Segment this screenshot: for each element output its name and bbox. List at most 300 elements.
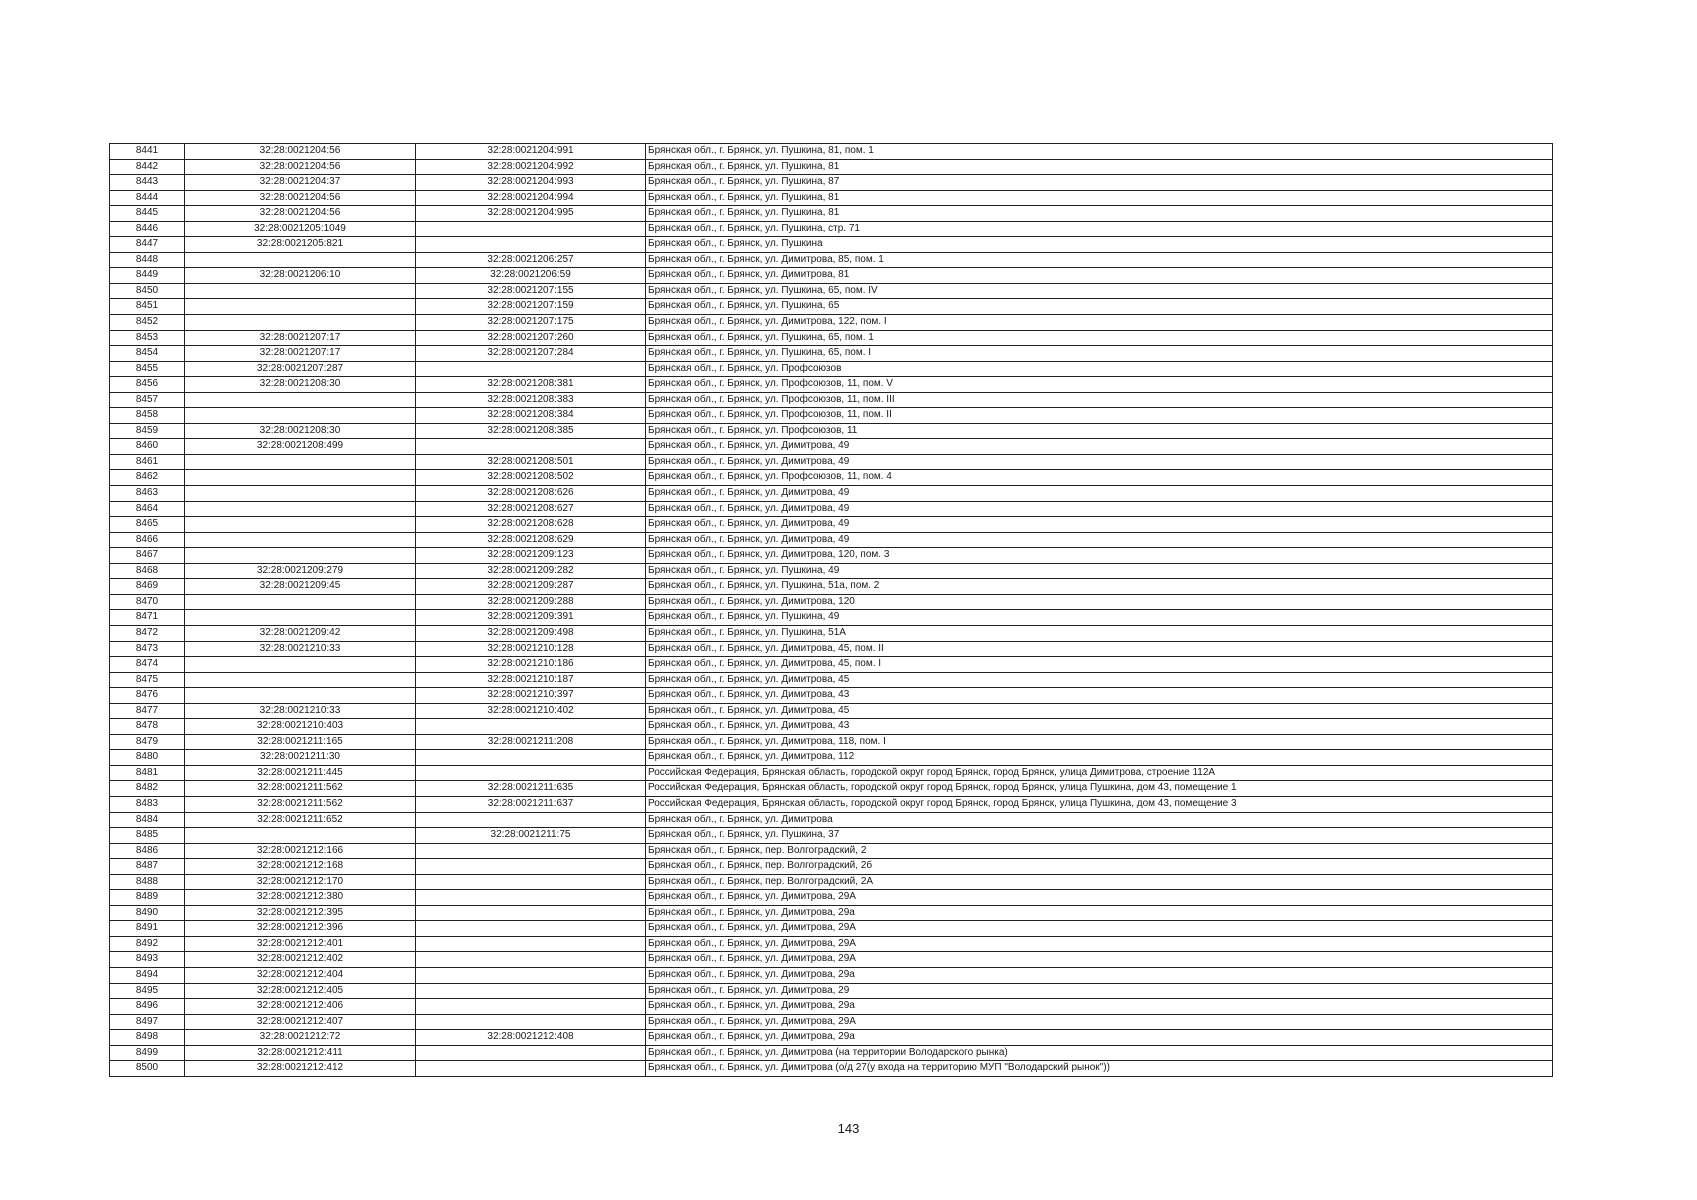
address-cell: Брянская обл., г. Брянск, ул. Димитрова, 45 — [646, 672, 1553, 688]
object-cadastral-number-cell — [416, 983, 646, 999]
address-cell: Брянская обл., г. Брянск, ул. Пушкина, 87 — [646, 175, 1553, 191]
object-cadastral-number-cell — [416, 874, 646, 890]
land-cadastral-number-cell — [185, 828, 416, 844]
address-cell: Брянская обл., г. Брянск, ул. Димитрова, 49 — [646, 454, 1553, 470]
object-cadastral-number-cell: 32:28:0021207:284 — [416, 346, 646, 362]
address-cell: Брянская обл., г. Брянск, ул. Пушкина, 49 — [646, 610, 1553, 626]
land-cadastral-number-cell — [185, 454, 416, 470]
land-cadastral-number-cell — [185, 672, 416, 688]
row-number-cell: 8460 — [110, 439, 185, 455]
table-row — [110, 454, 1553, 470]
row-number-cell: 8456 — [110, 377, 185, 393]
table-row — [110, 315, 1553, 331]
land-cadastral-number-cell: 32:28:0021212:402 — [185, 952, 416, 968]
table-row — [110, 625, 1553, 641]
object-cadastral-number-cell: 32:28:0021208:629 — [416, 532, 646, 548]
land-cadastral-number-cell — [185, 486, 416, 502]
land-cadastral-number-cell: 32:28:0021212:407 — [185, 1014, 416, 1030]
object-cadastral-number-cell — [416, 843, 646, 859]
row-number-cell: 8492 — [110, 936, 185, 952]
row-number-cell: 8466 — [110, 532, 185, 548]
object-cadastral-number-cell — [416, 1061, 646, 1077]
land-cadastral-number-cell: 32:28:0021207:287 — [185, 361, 416, 377]
table-row — [110, 268, 1553, 284]
address-cell: Брянская обл., г. Брянск, ул. Димитрова, 49 — [646, 439, 1553, 455]
object-cadastral-number-cell: 32:28:0021209:288 — [416, 594, 646, 610]
table-row — [110, 299, 1553, 315]
object-cadastral-number-cell: 32:28:0021204:994 — [416, 190, 646, 206]
row-number-cell: 8481 — [110, 765, 185, 781]
address-cell: Брянская обл., г. Брянск, ул. Димитрова, 29а — [646, 967, 1553, 983]
object-cadastral-number-cell: 32:28:0021207:155 — [416, 283, 646, 299]
address-cell: Брянская обл., г. Брянск, ул. Профсоюзов, 11, пом. 4 — [646, 470, 1553, 486]
object-cadastral-number-cell: 32:28:0021209:287 — [416, 579, 646, 595]
table-row — [110, 750, 1553, 766]
object-cadastral-number-cell: 32:28:0021210:402 — [416, 703, 646, 719]
land-cadastral-number-cell — [185, 283, 416, 299]
object-cadastral-number-cell — [416, 750, 646, 766]
table-row — [110, 1030, 1553, 1046]
object-cadastral-number-cell: 32:28:0021208:628 — [416, 517, 646, 533]
land-cadastral-number-cell: 32:28:0021212:395 — [185, 905, 416, 921]
row-number-cell: 8441 — [110, 144, 185, 160]
row-number-cell: 8474 — [110, 657, 185, 673]
row-number-cell: 8443 — [110, 175, 185, 191]
land-cadastral-number-cell — [185, 392, 416, 408]
page-number: 143 — [837, 1121, 860, 1136]
cadastral-table — [109, 143, 1553, 1077]
land-cadastral-number-cell: 32:28:0021208:30 — [185, 377, 416, 393]
object-cadastral-number-cell: 32:28:0021208:385 — [416, 423, 646, 439]
address-cell: Брянская обл., г. Брянск, ул. Димитрова (на территории Володарского рынка) — [646, 1045, 1553, 1061]
object-cadastral-number-cell: 32:28:0021210:186 — [416, 657, 646, 673]
row-number-cell: 8458 — [110, 408, 185, 424]
table-row — [110, 765, 1553, 781]
land-cadastral-number-cell: 32:28:0021212:72 — [185, 1030, 416, 1046]
row-number-cell: 8469 — [110, 579, 185, 595]
table-row — [110, 999, 1553, 1015]
land-cadastral-number-cell: 32:28:0021211:445 — [185, 765, 416, 781]
object-cadastral-number-cell: 32:28:0021204:993 — [416, 175, 646, 191]
land-cadastral-number-cell: 32:28:0021211:30 — [185, 750, 416, 766]
land-cadastral-number-cell — [185, 610, 416, 626]
address-cell: Брянская обл., г. Брянск, ул. Пушкина — [646, 237, 1553, 253]
land-cadastral-number-cell — [185, 299, 416, 315]
address-cell: Брянская обл., г. Брянск, ул. Профсоюзов, 11, пом. II — [646, 408, 1553, 424]
land-cadastral-number-cell: 32:28:0021212:380 — [185, 890, 416, 906]
row-number-cell: 8473 — [110, 641, 185, 657]
table-row — [110, 828, 1553, 844]
address-cell: Брянская обл., г. Брянск, ул. Пушкина, 65, пом. 1 — [646, 330, 1553, 346]
object-cadastral-number-cell — [416, 719, 646, 735]
address-cell: Брянская обл., г. Брянск, ул. Димитрова, 85, пом. 1 — [646, 252, 1553, 268]
address-cell: Брянская обл., г. Брянск, ул. Димитрова, 49 — [646, 532, 1553, 548]
row-number-cell: 8477 — [110, 703, 185, 719]
table-row — [110, 470, 1553, 486]
object-cadastral-number-cell: 32:28:0021211:208 — [416, 734, 646, 750]
row-number-cell: 8463 — [110, 486, 185, 502]
table-row — [110, 921, 1553, 937]
address-cell: Российская Федерация, Брянская область, городской округ город Брянск, город Брянск, улица Димитрова, строение 112А — [646, 765, 1553, 781]
land-cadastral-number-cell: 32:28:0021212:412 — [185, 1061, 416, 1077]
land-cadastral-number-cell — [185, 532, 416, 548]
table-row — [110, 641, 1553, 657]
row-number-cell: 8467 — [110, 548, 185, 564]
address-cell: Брянская обл., г. Брянск, ул. Димитрова, 29А — [646, 936, 1553, 952]
table-row — [110, 377, 1553, 393]
object-cadastral-number-cell: 32:28:0021209:498 — [416, 625, 646, 641]
table-row — [110, 952, 1553, 968]
row-number-cell: 8461 — [110, 454, 185, 470]
address-cell: Российская Федерация, Брянская область, городской округ город Брянск, город Брянск, улица Пушкина, дом 43, помещение 1 — [646, 781, 1553, 797]
address-cell: Брянская обл., г. Брянск, ул. Димитрова — [646, 812, 1553, 828]
object-cadastral-number-cell: 32:28:0021208:502 — [416, 470, 646, 486]
table-row — [110, 252, 1553, 268]
address-cell: Брянская обл., г. Брянск, ул. Димитрова, 29а — [646, 1030, 1553, 1046]
address-cell: Брянская обл., г. Брянск, ул. Димитрова, 120, пом. 3 — [646, 548, 1553, 564]
address-cell: Брянская обл., г. Брянск, ул. Димитрова, 45 — [646, 703, 1553, 719]
object-cadastral-number-cell: 32:28:0021210:187 — [416, 672, 646, 688]
object-cadastral-number-cell: 32:28:0021211:75 — [416, 828, 646, 844]
table-row — [110, 175, 1553, 191]
table-row — [110, 221, 1553, 237]
row-number-cell: 8457 — [110, 392, 185, 408]
address-cell: Брянская обл., г. Брянск, ул. Пушкина, 65, пом. I — [646, 346, 1553, 362]
table-row — [110, 890, 1553, 906]
address-cell: Брянская обл., г. Брянск, ул. Димитрова, 49 — [646, 501, 1553, 517]
land-cadastral-number-cell: 32:28:0021212:166 — [185, 843, 416, 859]
object-cadastral-number-cell: 32:28:0021209:123 — [416, 548, 646, 564]
table-row — [110, 688, 1553, 704]
address-cell: Брянская обл., г. Брянск, ул. Димитрова, 49 — [646, 517, 1553, 533]
land-cadastral-number-cell: 32:28:0021212:168 — [185, 859, 416, 875]
object-cadastral-number-cell: 32:28:0021206:59 — [416, 268, 646, 284]
object-cadastral-number-cell — [416, 890, 646, 906]
cadastral-table-body — [110, 144, 1553, 1077]
row-number-cell: 8483 — [110, 796, 185, 812]
table-row — [110, 237, 1553, 253]
row-number-cell: 8476 — [110, 688, 185, 704]
row-number-cell: 8462 — [110, 470, 185, 486]
row-number-cell: 8455 — [110, 361, 185, 377]
row-number-cell: 8450 — [110, 283, 185, 299]
object-cadastral-number-cell — [416, 361, 646, 377]
land-cadastral-number-cell — [185, 252, 416, 268]
object-cadastral-number-cell: 32:28:0021208:384 — [416, 408, 646, 424]
table-row — [110, 579, 1553, 595]
address-cell: Брянская обл., г. Брянск, ул. Димитрова, 43 — [646, 719, 1553, 735]
row-number-cell: 8482 — [110, 781, 185, 797]
row-number-cell: 8486 — [110, 843, 185, 859]
object-cadastral-number-cell — [416, 905, 646, 921]
land-cadastral-number-cell — [185, 501, 416, 517]
object-cadastral-number-cell — [416, 439, 646, 455]
land-cadastral-number-cell: 32:28:0021205:821 — [185, 237, 416, 253]
row-number-cell: 8497 — [110, 1014, 185, 1030]
table-row — [110, 796, 1553, 812]
land-cadastral-number-cell: 32:28:0021204:37 — [185, 175, 416, 191]
row-number-cell: 8493 — [110, 952, 185, 968]
object-cadastral-number-cell: 32:28:0021209:391 — [416, 610, 646, 626]
land-cadastral-number-cell — [185, 594, 416, 610]
row-number-cell: 8491 — [110, 921, 185, 937]
address-cell: Российская Федерация, Брянская область, городской округ город Брянск, город Брянск, улица Пушкина, дом 43, помещение 3 — [646, 796, 1553, 812]
address-cell: Брянская обл., г. Брянск, ул. Профсоюзов, 11, пом. III — [646, 392, 1553, 408]
address-cell: Брянская обл., г. Брянск, ул. Пушкина, 65 — [646, 299, 1553, 315]
row-number-cell: 8496 — [110, 999, 185, 1015]
address-cell: Брянская обл., г. Брянск, ул. Димитрова, 122, пом. I — [646, 315, 1553, 331]
table-row — [110, 486, 1553, 502]
land-cadastral-number-cell — [185, 315, 416, 331]
table-row — [110, 874, 1553, 890]
address-cell: Брянская обл., г. Брянск, ул. Димитрова (о/д 27(у входа на территорию МУП "Володарский рынок")) — [646, 1061, 1553, 1077]
row-number-cell: 8442 — [110, 159, 185, 175]
land-cadastral-number-cell: 32:28:0021205:1049 — [185, 221, 416, 237]
address-cell: Брянская обл., г. Брянск, ул. Пушкина, 81 — [646, 206, 1553, 222]
table-row — [110, 190, 1553, 206]
table-row — [110, 905, 1553, 921]
address-cell: Брянская обл., г. Брянск, ул. Профсоюзов, 11, пом. V — [646, 377, 1553, 393]
table-row — [110, 346, 1553, 362]
object-cadastral-number-cell: 32:28:0021207:159 — [416, 299, 646, 315]
land-cadastral-number-cell: 32:28:0021212:396 — [185, 921, 416, 937]
address-cell: Брянская обл., г. Брянск, ул. Димитрова, 29А — [646, 890, 1553, 906]
address-cell: Брянская обл., г. Брянск, ул. Димитрова, 29а — [646, 999, 1553, 1015]
address-cell: Брянская обл., г. Брянск, ул. Димитрова, 29А — [646, 921, 1553, 937]
row-number-cell: 8449 — [110, 268, 185, 284]
object-cadastral-number-cell: 32:28:0021210:397 — [416, 688, 646, 704]
address-cell: Брянская обл., г. Брянск, ул. Димитрова, 29А — [646, 952, 1553, 968]
land-cadastral-number-cell: 32:28:0021209:279 — [185, 563, 416, 579]
land-cadastral-number-cell: 32:28:0021211:562 — [185, 781, 416, 797]
object-cadastral-number-cell: 32:28:0021207:260 — [416, 330, 646, 346]
address-cell: Брянская обл., г. Брянск, пер. Волгоградский, 2 — [646, 843, 1553, 859]
table-row — [110, 330, 1553, 346]
row-number-cell: 8471 — [110, 610, 185, 626]
table-row — [110, 501, 1553, 517]
object-cadastral-number-cell: 32:28:0021209:282 — [416, 563, 646, 579]
row-number-cell: 8489 — [110, 890, 185, 906]
table-row — [110, 361, 1553, 377]
address-cell: Брянская обл., г. Брянск, ул. Пушкина, 81 — [646, 190, 1553, 206]
land-cadastral-number-cell — [185, 548, 416, 564]
table-row — [110, 610, 1553, 626]
object-cadastral-number-cell: 32:28:0021208:626 — [416, 486, 646, 502]
table-row — [110, 423, 1553, 439]
row-number-cell: 8479 — [110, 734, 185, 750]
table-row — [110, 936, 1553, 952]
object-cadastral-number-cell — [416, 237, 646, 253]
land-cadastral-number-cell: 32:28:0021209:45 — [185, 579, 416, 595]
object-cadastral-number-cell — [416, 921, 646, 937]
land-cadastral-number-cell: 32:28:0021212:406 — [185, 999, 416, 1015]
row-number-cell: 8475 — [110, 672, 185, 688]
table-row — [110, 719, 1553, 735]
land-cadastral-number-cell: 32:28:0021210:33 — [185, 703, 416, 719]
object-cadastral-number-cell — [416, 1045, 646, 1061]
address-cell: Брянская обл., г. Брянск, ул. Профсоюзов — [646, 361, 1553, 377]
row-number-cell: 8452 — [110, 315, 185, 331]
row-number-cell: 8488 — [110, 874, 185, 890]
land-cadastral-number-cell: 32:28:0021210:33 — [185, 641, 416, 657]
table-row — [110, 1061, 1553, 1077]
address-cell: Брянская обл., г. Брянск, ул. Димитрова, 29 — [646, 983, 1553, 999]
land-cadastral-number-cell: 32:28:0021212:401 — [185, 936, 416, 952]
table-row — [110, 983, 1553, 999]
row-number-cell: 8478 — [110, 719, 185, 735]
row-number-cell: 8447 — [110, 237, 185, 253]
land-cadastral-number-cell: 32:28:0021212:404 — [185, 967, 416, 983]
table-row — [110, 967, 1553, 983]
land-cadastral-number-cell — [185, 470, 416, 486]
land-cadastral-number-cell: 32:28:0021211:652 — [185, 812, 416, 828]
land-cadastral-number-cell: 32:28:0021207:17 — [185, 346, 416, 362]
row-number-cell: 8485 — [110, 828, 185, 844]
land-cadastral-number-cell — [185, 517, 416, 533]
row-number-cell: 8487 — [110, 859, 185, 875]
land-cadastral-number-cell: 32:28:0021207:17 — [185, 330, 416, 346]
row-number-cell: 8495 — [110, 983, 185, 999]
object-cadastral-number-cell: 32:28:0021208:501 — [416, 454, 646, 470]
table-row — [110, 408, 1553, 424]
row-number-cell: 8465 — [110, 517, 185, 533]
table-row — [110, 859, 1553, 875]
address-cell: Брянская обл., г. Брянск, ул. Димитрова, 81 — [646, 268, 1553, 284]
address-cell: Брянская обл., г. Брянск, ул. Пушкина, 51А — [646, 625, 1553, 641]
address-cell: Брянская обл., г. Брянск, ул. Пушкина, 81, пом. 1 — [646, 144, 1553, 160]
address-cell: Брянская обл., г. Брянск, ул. Профсоюзов, 11 — [646, 423, 1553, 439]
land-cadastral-number-cell: 32:28:0021212:411 — [185, 1045, 416, 1061]
row-number-cell: 8468 — [110, 563, 185, 579]
table-row — [110, 812, 1553, 828]
table-row — [110, 734, 1553, 750]
address-cell: Брянская обл., г. Брянск, ул. Пушкина, 81 — [646, 159, 1553, 175]
row-number-cell: 8444 — [110, 190, 185, 206]
object-cadastral-number-cell: 32:28:0021210:128 — [416, 641, 646, 657]
row-number-cell: 8454 — [110, 346, 185, 362]
object-cadastral-number-cell: 32:28:0021208:381 — [416, 377, 646, 393]
row-number-cell: 8498 — [110, 1030, 185, 1046]
land-cadastral-number-cell: 32:28:0021211:165 — [185, 734, 416, 750]
land-cadastral-number-cell: 32:28:0021212:405 — [185, 983, 416, 999]
land-cadastral-number-cell — [185, 688, 416, 704]
address-cell: Брянская обл., г. Брянск, ул. Димитрова, 49 — [646, 486, 1553, 502]
object-cadastral-number-cell — [416, 936, 646, 952]
land-cadastral-number-cell: 32:28:0021208:30 — [185, 423, 416, 439]
row-number-cell: 8453 — [110, 330, 185, 346]
address-cell: Брянская обл., г. Брянск, ул. Димитрова, 43 — [646, 688, 1553, 704]
table-row — [110, 657, 1553, 673]
land-cadastral-number-cell — [185, 657, 416, 673]
row-number-cell: 8459 — [110, 423, 185, 439]
row-number-cell: 8448 — [110, 252, 185, 268]
row-number-cell: 8484 — [110, 812, 185, 828]
land-cadastral-number-cell: 32:28:0021210:403 — [185, 719, 416, 735]
address-cell: Брянская обл., г. Брянск, пер. Волгоградский, 2А — [646, 874, 1553, 890]
object-cadastral-number-cell: 32:28:0021211:637 — [416, 796, 646, 812]
address-cell: Брянская обл., г. Брянск, ул. Пушкина, 49 — [646, 563, 1553, 579]
object-cadastral-number-cell — [416, 221, 646, 237]
object-cadastral-number-cell — [416, 952, 646, 968]
land-cadastral-number-cell: 32:28:0021204:56 — [185, 206, 416, 222]
row-number-cell: 8472 — [110, 625, 185, 641]
row-number-cell: 8445 — [110, 206, 185, 222]
object-cadastral-number-cell: 32:28:0021204:991 — [416, 144, 646, 160]
object-cadastral-number-cell: 32:28:0021208:383 — [416, 392, 646, 408]
address-cell: Брянская обл., г. Брянск, ул. Димитрова, 120 — [646, 594, 1553, 610]
table-row — [110, 517, 1553, 533]
land-cadastral-number-cell: 32:28:0021211:562 — [185, 796, 416, 812]
land-cadastral-number-cell: 32:28:0021206:10 — [185, 268, 416, 284]
address-cell: Брянская обл., г. Брянск, ул. Димитрова, 45, пом. II — [646, 641, 1553, 657]
address-cell: Брянская обл., г. Брянск, ул. Пушкина, 37 — [646, 828, 1553, 844]
land-cadastral-number-cell: 32:28:0021204:56 — [185, 190, 416, 206]
address-cell: Брянская обл., г. Брянск, ул. Димитрова, 45, пом. I — [646, 657, 1553, 673]
row-number-cell: 8470 — [110, 594, 185, 610]
table-row — [110, 159, 1553, 175]
land-cadastral-number-cell — [185, 408, 416, 424]
land-cadastral-number-cell: 32:28:0021212:170 — [185, 874, 416, 890]
row-number-cell: 8464 — [110, 501, 185, 517]
table-row — [110, 594, 1553, 610]
object-cadastral-number-cell: 32:28:0021212:408 — [416, 1030, 646, 1046]
object-cadastral-number-cell: 32:28:0021204:995 — [416, 206, 646, 222]
row-number-cell: 8451 — [110, 299, 185, 315]
table-row — [110, 672, 1553, 688]
row-number-cell: 8480 — [110, 750, 185, 766]
address-cell: Брянская обл., г. Брянск, ул. Димитрова, 118, пом. I — [646, 734, 1553, 750]
object-cadastral-number-cell — [416, 859, 646, 875]
object-cadastral-number-cell: 32:28:0021206:257 — [416, 252, 646, 268]
table-row — [110, 206, 1553, 222]
row-number-cell: 8500 — [110, 1061, 185, 1077]
row-number-cell: 8446 — [110, 221, 185, 237]
object-cadastral-number-cell: 32:28:0021208:627 — [416, 501, 646, 517]
row-number-cell: 8490 — [110, 905, 185, 921]
table-row — [110, 843, 1553, 859]
table-row — [110, 1014, 1553, 1030]
object-cadastral-number-cell — [416, 1014, 646, 1030]
object-cadastral-number-cell: 32:28:0021207:175 — [416, 315, 646, 331]
land-cadastral-number-cell: 32:28:0021209:42 — [185, 625, 416, 641]
address-cell: Брянская обл., г. Брянск, пер. Волгоградский, 2б — [646, 859, 1553, 875]
table-row — [110, 144, 1553, 160]
object-cadastral-number-cell — [416, 999, 646, 1015]
object-cadastral-number-cell — [416, 765, 646, 781]
table-row — [110, 392, 1553, 408]
address-cell: Брянская обл., г. Брянск, ул. Димитрова, 29а — [646, 905, 1553, 921]
address-cell: Брянская обл., г. Брянск, ул. Пушкина, стр. 71 — [646, 221, 1553, 237]
object-cadastral-number-cell: 32:28:0021204:992 — [416, 159, 646, 175]
address-cell: Брянская обл., г. Брянск, ул. Димитрова, 29А — [646, 1014, 1553, 1030]
table-row — [110, 439, 1553, 455]
table-row — [110, 1045, 1553, 1061]
table-row — [110, 563, 1553, 579]
table-row — [110, 781, 1553, 797]
table-row — [110, 703, 1553, 719]
row-number-cell: 8499 — [110, 1045, 185, 1061]
object-cadastral-number-cell: 32:28:0021211:635 — [416, 781, 646, 797]
row-number-cell: 8494 — [110, 967, 185, 983]
object-cadastral-number-cell — [416, 812, 646, 828]
land-cadastral-number-cell: 32:28:0021204:56 — [185, 144, 416, 160]
address-cell: Брянская обл., г. Брянск, ул. Пушкина, 65, пом. IV — [646, 283, 1553, 299]
object-cadastral-number-cell — [416, 967, 646, 983]
table-row — [110, 283, 1553, 299]
table-row — [110, 532, 1553, 548]
address-cell: Брянская обл., г. Брянск, ул. Пушкина, 51а, пом. 2 — [646, 579, 1553, 595]
address-cell: Брянская обл., г. Брянск, ул. Димитрова, 112 — [646, 750, 1553, 766]
